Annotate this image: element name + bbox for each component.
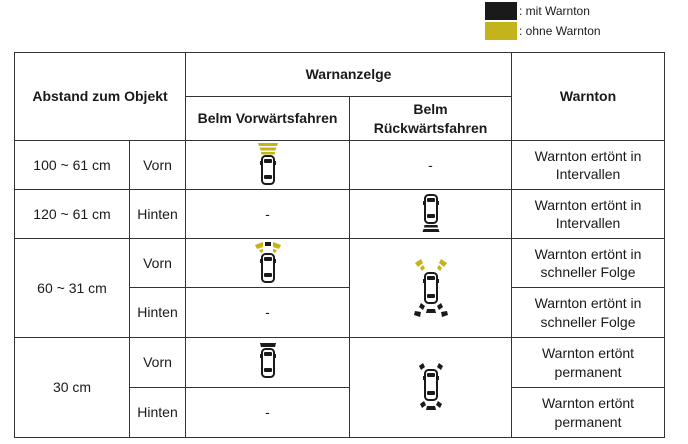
distance-cell: 30 cm xyxy=(15,338,130,438)
header-indicator: Warnanzelge xyxy=(186,53,512,97)
tone-cell: Warnton ertönt in Intervallen xyxy=(512,190,665,239)
header-distance: Abstand zum Objekt xyxy=(15,53,186,141)
legend-swatch-black xyxy=(485,2,517,20)
reverse-cell: - xyxy=(350,141,512,190)
side-cell: Vorn xyxy=(130,338,186,388)
car-front-sensor-yellow-icon xyxy=(253,142,283,188)
car-front-corner-sensor-yellow-icon xyxy=(251,240,285,286)
legend-item-with-tone xyxy=(485,2,590,20)
legend-swatch-yellow xyxy=(485,22,517,40)
forward-cell xyxy=(186,239,350,288)
forward-cell: - xyxy=(186,388,350,438)
header-tone: Warnton xyxy=(512,53,665,141)
distance-cell: 120 ~ 61 cm xyxy=(15,190,130,239)
side-cell: Hinten xyxy=(130,288,186,338)
header-reverse xyxy=(350,97,512,141)
legend-label: : mit Warnton xyxy=(519,4,590,18)
tone-cell: Warnton ertönt in Intervallen xyxy=(512,141,665,190)
table-row xyxy=(15,190,665,239)
car-rear-sensor-black-icon xyxy=(416,193,446,235)
tone-cell: Warnton ertönt permanent xyxy=(512,388,665,438)
tone-cell: Warnton ertönt in schneller Folge xyxy=(512,288,665,338)
forward-cell: - xyxy=(186,288,350,338)
header-forward: Belm Vorwärtsfahren xyxy=(186,97,350,141)
forward-cell: - xyxy=(186,190,350,239)
tone-cell: Warnton ertönt in schneller Folge xyxy=(512,239,665,288)
legend-label: : ohne Warnton xyxy=(519,24,601,38)
reverse-cell xyxy=(350,338,512,438)
side-cell: Vorn xyxy=(130,239,186,288)
distance-cell: 60 ~ 31 cm xyxy=(15,239,130,338)
side-cell: Vorn xyxy=(130,141,186,190)
tone-cell: Warnton ertönt permanent xyxy=(512,338,665,388)
car-front-center-sensor-black-icon xyxy=(253,341,283,385)
table-row xyxy=(15,141,665,190)
reverse-cell xyxy=(350,190,512,239)
car-rear-corner-sensor-icon xyxy=(409,257,453,319)
forward-cell xyxy=(186,141,350,190)
car-all-corner-sensor-black-icon xyxy=(411,360,451,416)
reverse-cell xyxy=(350,239,512,338)
legend-item-without-tone xyxy=(485,22,601,40)
table-row xyxy=(15,239,665,288)
side-cell: Hinten xyxy=(130,388,186,438)
table-row xyxy=(15,338,665,388)
parking-sensor-table xyxy=(14,52,665,438)
header-reverse-label: Belm Rückwärtsfahren xyxy=(373,101,488,136)
distance-cell: 100 ~ 61 cm xyxy=(15,141,130,190)
side-cell: Hinten xyxy=(130,190,186,239)
forward-cell xyxy=(186,338,350,388)
